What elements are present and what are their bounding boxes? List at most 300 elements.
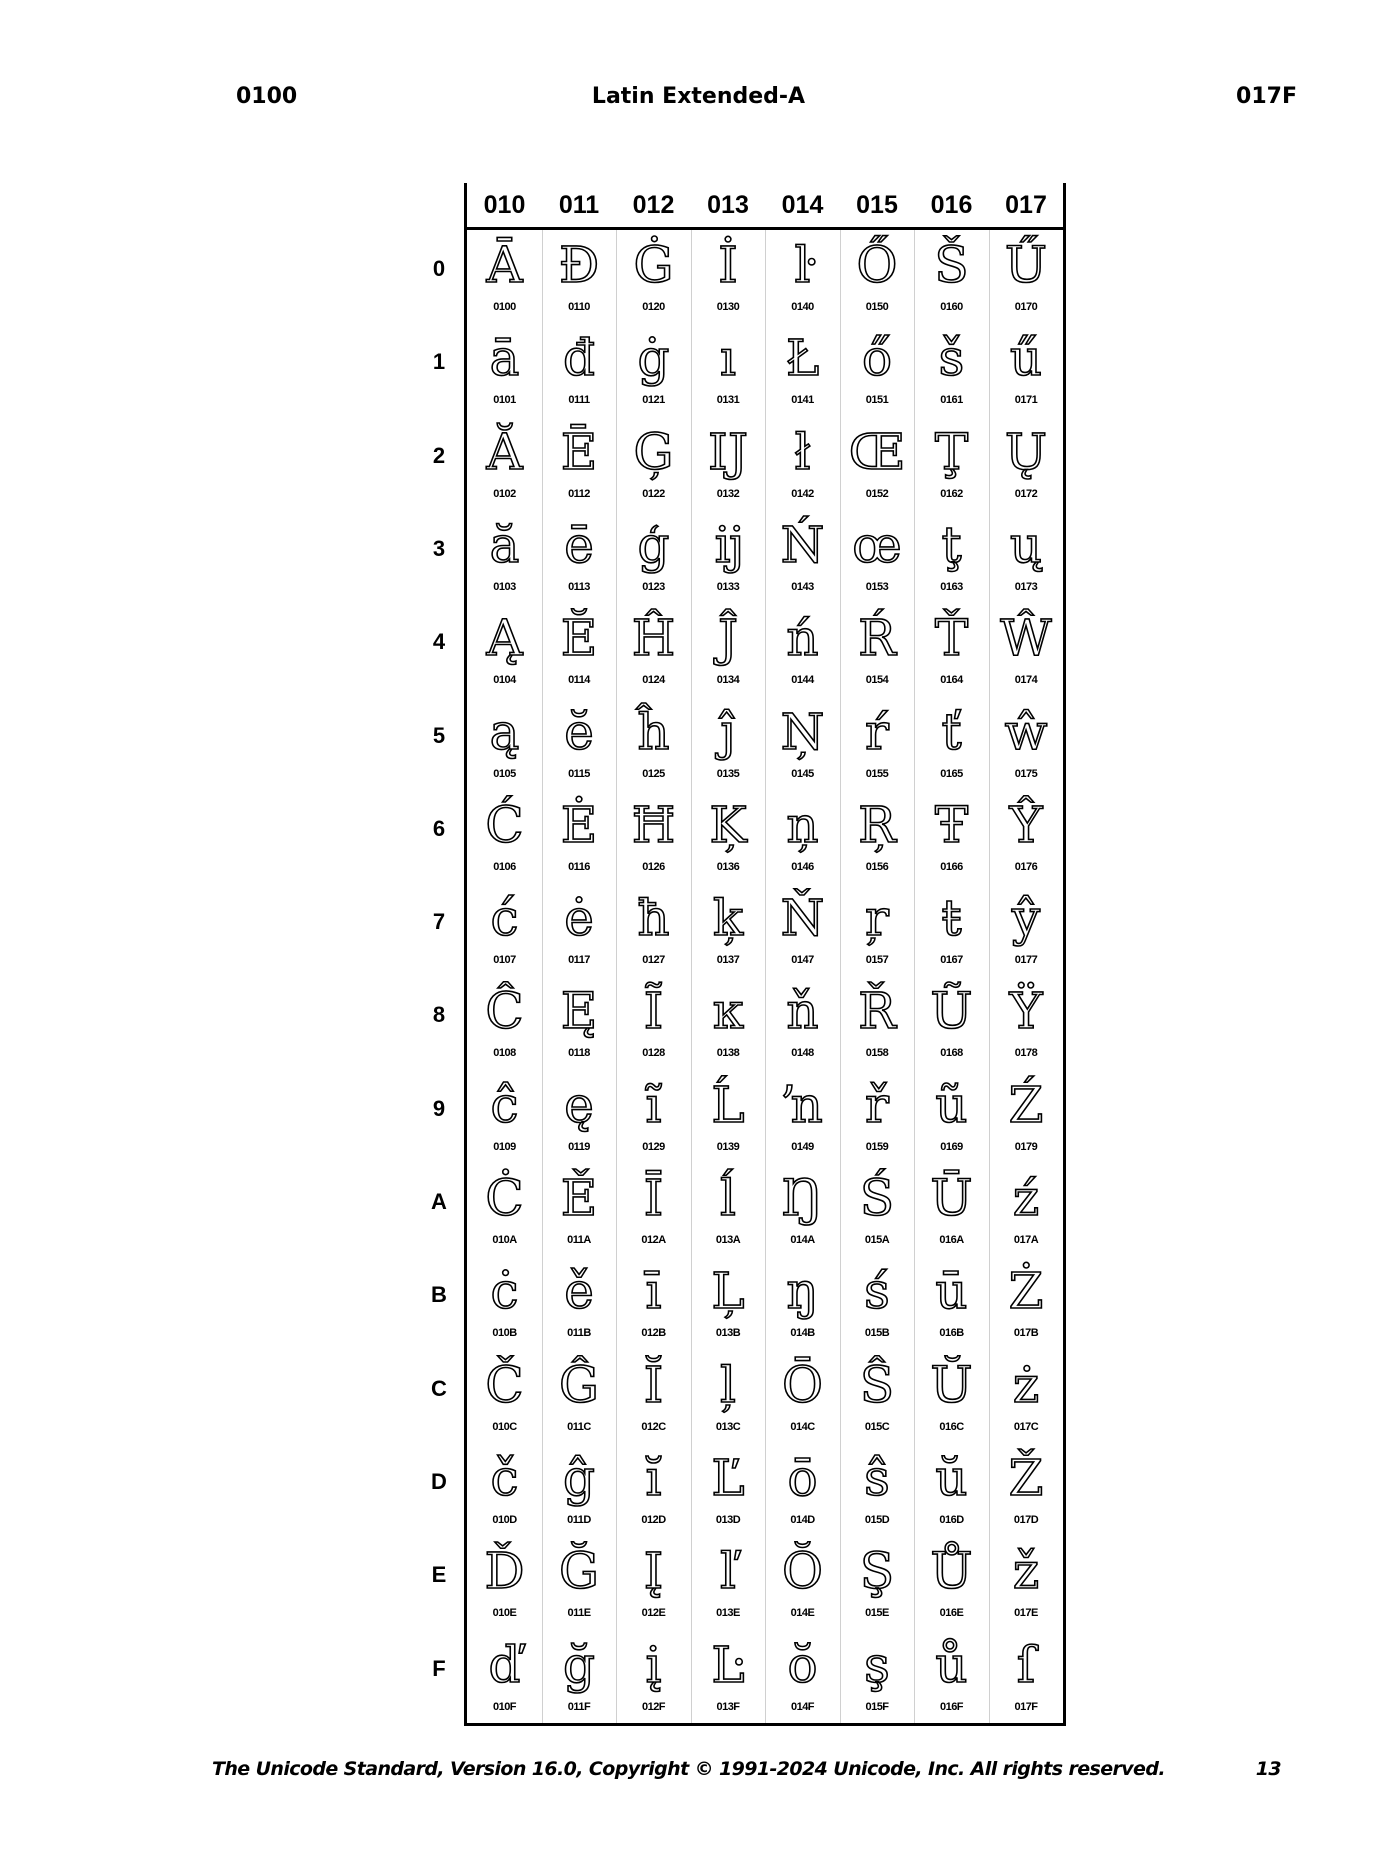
glyph-cell xyxy=(691,1163,766,1256)
column-headers xyxy=(464,183,1066,227)
glyph-character: ŝ xyxy=(864,1448,890,1507)
glyph-cell xyxy=(691,1536,766,1629)
row-label-F: F xyxy=(432,1655,446,1681)
glyph-character: ő xyxy=(861,329,893,388)
code-point-label: 0146 xyxy=(791,860,814,873)
glyph-cell xyxy=(616,697,691,790)
code-point-label: 0102 xyxy=(493,487,516,500)
glyph-cell xyxy=(765,1350,840,1443)
glyph-character: Ő xyxy=(856,236,898,294)
glyph-cell xyxy=(691,230,766,323)
glyph-character: ŕ xyxy=(865,702,889,761)
glyph-character: Ř xyxy=(858,982,896,1041)
glyph-cell xyxy=(989,1443,1064,1536)
code-point-label: 0144 xyxy=(791,674,814,687)
glyph-cell xyxy=(989,230,1064,323)
glyph-cell xyxy=(840,417,915,510)
glyph-cell xyxy=(691,697,766,790)
column-header-013: 013 xyxy=(707,191,749,219)
glyph-cell xyxy=(542,323,617,416)
glyph-character: Ū xyxy=(930,1169,973,1227)
row-label-1: 1 xyxy=(432,349,446,375)
row-label-3: 3 xyxy=(432,535,446,561)
glyph-cell xyxy=(467,1256,542,1349)
glyph-cell xyxy=(542,603,617,696)
glyph-character: ā xyxy=(489,329,520,388)
code-point-label: 0172 xyxy=(1014,487,1038,500)
code-point-label: 0169 xyxy=(940,1140,963,1153)
glyph-cell xyxy=(914,417,989,510)
code-point-label: 016E xyxy=(939,1607,964,1620)
code-point-label: 0162 xyxy=(940,487,963,500)
code-point-label: 015B xyxy=(864,1327,890,1340)
code-point-label: 016C xyxy=(939,1420,964,1433)
glyph-character: Ġ xyxy=(633,236,674,294)
glyph-character: š xyxy=(938,329,965,388)
glyph-character: ś xyxy=(864,1262,890,1321)
column-header-012: 012 xyxy=(632,191,675,219)
code-point-label: 013C xyxy=(715,1420,741,1433)
glyph-character: Ŕ xyxy=(858,609,896,668)
glyph-character: ĝ xyxy=(562,1448,595,1507)
glyph-cell xyxy=(542,883,617,976)
glyph-cell xyxy=(989,1536,1064,1629)
glyph-cell xyxy=(691,1070,766,1163)
glyph-cell xyxy=(989,1070,1064,1163)
glyph-cell xyxy=(914,323,989,416)
glyph-cell xyxy=(765,1070,840,1163)
glyph-cell xyxy=(542,1163,617,1256)
glyph-character: Ń xyxy=(780,515,825,574)
glyph-cell xyxy=(765,697,840,790)
glyph-character: Ď xyxy=(484,1542,525,1601)
code-point-label: 0111 xyxy=(568,394,590,407)
glyph-character: Ę xyxy=(560,982,598,1041)
glyph-character: Ŋ xyxy=(781,1169,824,1227)
glyph-cell xyxy=(989,323,1064,416)
glyph-cell xyxy=(691,603,766,696)
glyph-cell xyxy=(467,1070,542,1163)
glyph-cell xyxy=(467,510,542,603)
glyph-character: Œ xyxy=(848,422,906,481)
code-point-label: 0157 xyxy=(865,954,889,967)
code-point-label: 0149 xyxy=(791,1140,814,1153)
code-point-label: 0142 xyxy=(791,487,814,500)
code-point-label: 015D xyxy=(864,1513,890,1526)
code-point-label: 014C xyxy=(790,1420,815,1433)
glyph-cell xyxy=(616,510,691,603)
glyph-cell xyxy=(467,697,542,790)
code-point-label: 0104 xyxy=(493,674,516,687)
glyph-character: Ľ xyxy=(711,1448,745,1507)
code-point-label: 0158 xyxy=(865,1047,889,1060)
glyph-character: Ĕ xyxy=(560,609,598,668)
glyph-character: ĥ xyxy=(637,702,670,761)
glyph-character: ŀ xyxy=(794,236,811,294)
code-point-label: 0132 xyxy=(716,487,740,500)
glyph-character: ů xyxy=(935,1635,968,1694)
glyph-character: ě xyxy=(564,1262,594,1321)
code-point-label: 017F xyxy=(1014,1700,1038,1713)
glyph-cell xyxy=(616,1443,691,1536)
glyph-character: Ā xyxy=(486,236,523,294)
glyph-cell xyxy=(840,976,915,1069)
glyph-cell xyxy=(914,1350,989,1443)
row-label-5: 5 xyxy=(432,722,446,748)
glyph-character: œ xyxy=(852,515,902,574)
glyph-character: Ų xyxy=(1004,422,1048,481)
glyph-character: Ũ xyxy=(930,982,973,1041)
code-point-label: 011E xyxy=(567,1607,591,1620)
code-point-label: 0116 xyxy=(568,860,590,873)
glyph-cell xyxy=(989,417,1064,510)
glyph-character: Ů xyxy=(930,1542,973,1601)
glyph-cell xyxy=(840,323,915,416)
glyph-character: Ŭ xyxy=(930,1355,973,1414)
code-point-label: 011A xyxy=(567,1234,591,1246)
code-point-label: 010F xyxy=(492,1700,517,1713)
glyph-character: Ŵ xyxy=(1000,609,1052,668)
column-header-014: 014 xyxy=(781,191,824,219)
glyph-cell xyxy=(765,790,840,883)
glyph-cell xyxy=(467,323,542,416)
code-point-label: 0148 xyxy=(791,1047,814,1060)
glyph-cell xyxy=(914,603,989,696)
code-point-label: 0118 xyxy=(568,1047,590,1060)
glyph-character: Đ xyxy=(558,236,600,294)
glyph-character: ĸ xyxy=(712,982,744,1041)
glyph-cell xyxy=(989,790,1064,883)
code-point-label: 011D xyxy=(567,1513,591,1526)
code-point-label: 010C xyxy=(492,1420,517,1433)
glyph-character: Ķ xyxy=(709,795,747,854)
glyph-cell xyxy=(616,1350,691,1443)
glyph-character: ũ xyxy=(935,1075,968,1134)
code-point-label: 0112 xyxy=(568,487,590,500)
glyph-character: ŋ xyxy=(786,1262,819,1321)
glyph-cell xyxy=(914,1256,989,1349)
glyph-cell xyxy=(765,1536,840,1629)
code-point-label: 0101 xyxy=(493,394,516,407)
glyph-character: ĳ xyxy=(714,515,742,574)
glyph-character: ľ xyxy=(720,1542,736,1601)
glyph-cell xyxy=(691,976,766,1069)
glyph-character: ū xyxy=(935,1262,968,1321)
glyph-character: ġ xyxy=(637,329,670,388)
glyph-character: Ŗ xyxy=(858,795,896,854)
code-point-label: 012C xyxy=(641,1420,666,1433)
glyph-character: Ł xyxy=(785,329,820,388)
glyph-cell xyxy=(840,603,915,696)
row-label-2: 2 xyxy=(432,442,446,468)
glyph-character: Ż xyxy=(1008,1262,1044,1321)
code-point-label: 010E xyxy=(492,1607,517,1620)
glyph-character: Ŏ xyxy=(782,1542,823,1601)
code-point-label: 0177 xyxy=(1014,954,1038,967)
glyph-character: ĩ xyxy=(645,1075,662,1134)
glyph-character: ı xyxy=(720,329,736,388)
code-point-label: 017A xyxy=(1013,1234,1039,1246)
code-point-label: 015C xyxy=(864,1420,890,1433)
code-point-label: 0176 xyxy=(1014,860,1038,873)
glyph-character: Ą xyxy=(486,609,523,668)
code-point-label: 0173 xyxy=(1014,580,1038,593)
code-point-label: 0103 xyxy=(493,580,516,593)
glyph-cell xyxy=(467,883,542,976)
code-point-label: 0161 xyxy=(940,394,963,407)
code-point-label: 012B xyxy=(641,1327,666,1340)
glyph-cell xyxy=(840,1443,915,1536)
glyph-cell xyxy=(914,1536,989,1629)
glyph-character: ĵ xyxy=(720,702,736,761)
glyph-character: Ĉ xyxy=(485,982,524,1041)
code-point-label: 0154 xyxy=(865,674,889,687)
glyph-cell xyxy=(840,1630,915,1723)
glyph-character: ţ xyxy=(941,515,962,574)
glyph-cell xyxy=(765,603,840,696)
glyph-cell xyxy=(616,230,691,323)
glyph-character: Ź xyxy=(1008,1075,1044,1134)
code-point-label: 017B xyxy=(1013,1327,1039,1340)
glyph-character: Ţ xyxy=(934,422,969,481)
row-label-C: C xyxy=(431,1375,447,1401)
glyph-cell xyxy=(691,790,766,883)
row-label-8: 8 xyxy=(432,1002,446,1028)
glyph-cell xyxy=(765,976,840,1069)
glyph-cell xyxy=(467,230,542,323)
glyph-character: Ĝ xyxy=(559,1355,599,1414)
glyph-cell xyxy=(765,1443,840,1536)
glyph-cell xyxy=(467,790,542,883)
code-point-label: 0152 xyxy=(865,487,889,500)
glyph-cell xyxy=(467,1350,542,1443)
glyph-character: Ĺ xyxy=(711,1075,745,1134)
glyph-cell xyxy=(840,883,915,976)
code-point-label: 0137 xyxy=(716,954,740,967)
code-point-label: 0163 xyxy=(940,580,963,593)
glyph-character: ď xyxy=(488,1635,521,1694)
glyph-character: ċ xyxy=(490,1262,519,1321)
glyph-character: Ŝ xyxy=(859,1355,895,1414)
glyph-character: Ō xyxy=(782,1355,823,1414)
column-header-015: 015 xyxy=(856,191,898,219)
glyph-cell xyxy=(989,1256,1064,1349)
glyph-character: Ĩ xyxy=(643,982,664,1041)
glyph-character: ņ xyxy=(786,795,819,854)
glyph-cell xyxy=(765,883,840,976)
code-point-label: 0171 xyxy=(1014,394,1038,407)
glyph-character: ō xyxy=(787,1448,818,1507)
glyph-character: Ĥ xyxy=(631,609,676,668)
code-point-label: 013A xyxy=(715,1234,741,1246)
code-point-label: 0100 xyxy=(493,301,516,313)
glyph-character: ź xyxy=(1012,1169,1040,1227)
code-point-label: 0136 xyxy=(716,860,740,873)
glyph-cell xyxy=(616,976,691,1069)
glyph-cell xyxy=(840,697,915,790)
range-end-label: 017F xyxy=(1236,84,1297,109)
code-chart xyxy=(431,183,1066,1726)
glyph-cell xyxy=(840,1350,915,1443)
copyright-footer: The Unicode Standard, Version 16.0, Copyright © 1991-2024 Unicode, Inc. All rights reserved. xyxy=(212,1758,1165,1780)
glyph-cell xyxy=(542,1070,617,1163)
code-point-label: 0108 xyxy=(493,1047,516,1060)
glyph-character: ž xyxy=(1012,1542,1040,1601)
code-point-label: 0139 xyxy=(716,1140,740,1153)
glyph-cell xyxy=(616,417,691,510)
glyph-character: ģ xyxy=(637,515,670,574)
glyph-cell xyxy=(989,1630,1064,1723)
code-point-label: 0117 xyxy=(568,954,590,967)
glyph-cell xyxy=(616,603,691,696)
code-point-label: 0175 xyxy=(1014,767,1038,780)
glyph-character: ű xyxy=(1009,329,1043,388)
code-point-label: 0128 xyxy=(642,1047,665,1060)
glyph-cell xyxy=(542,1630,617,1723)
row-label-0: 0 xyxy=(432,256,446,281)
glyph-cell xyxy=(542,230,617,323)
glyph-cell xyxy=(616,790,691,883)
code-point-label: 0166 xyxy=(940,860,963,873)
code-point-label: 0151 xyxy=(865,394,889,407)
glyph-cell xyxy=(467,1163,542,1256)
code-point-label: 0165 xyxy=(940,767,963,780)
glyph-character: ŧ xyxy=(941,889,962,948)
glyph-cell xyxy=(542,1443,617,1536)
glyph-cell xyxy=(467,603,542,696)
glyph-cell xyxy=(989,510,1064,603)
glyph-character: į xyxy=(645,1635,662,1694)
glyph-character: Ĭ xyxy=(643,1355,664,1414)
glyph-character: Ś xyxy=(859,1169,895,1227)
code-point-label: 0107 xyxy=(493,954,516,967)
code-point-label: 0109 xyxy=(493,1140,516,1153)
glyph-cell xyxy=(765,1163,840,1256)
column-header-010: 010 xyxy=(483,191,526,219)
code-point-label: 0115 xyxy=(568,767,590,780)
glyph-character: ĉ xyxy=(490,1075,519,1134)
code-point-label: 0135 xyxy=(716,767,740,780)
code-point-label: 0147 xyxy=(791,954,814,967)
glyph-character: ŷ xyxy=(1011,889,1041,948)
glyph-cell xyxy=(840,230,915,323)
code-point-label: 016B xyxy=(939,1327,964,1340)
glyph-cell xyxy=(840,510,915,603)
code-point-label: 0141 xyxy=(791,394,814,407)
glyph-character: ż xyxy=(1012,1355,1040,1414)
code-point-label: 012F xyxy=(641,1700,666,1713)
glyph-character: ł xyxy=(794,422,811,481)
glyph-cell xyxy=(914,1163,989,1256)
code-point-label: 0123 xyxy=(642,580,665,593)
glyph-cell xyxy=(914,976,989,1069)
code-point-label: 0143 xyxy=(791,580,814,593)
glyph-character: Ž xyxy=(1008,1448,1044,1507)
row-label-4: 4 xyxy=(432,629,446,655)
code-point-label: 0145 xyxy=(791,767,814,780)
page-number: 13 xyxy=(1255,1758,1281,1780)
code-point-label: 0140 xyxy=(791,301,814,313)
glyph-character: Ň xyxy=(780,889,825,948)
glyph-cell xyxy=(765,417,840,510)
code-point-label: 013D xyxy=(715,1513,741,1526)
code-point-label: 0170 xyxy=(1014,301,1038,313)
glyph-character: č xyxy=(490,1448,519,1507)
code-point-label: 0105 xyxy=(493,767,516,780)
code-point-label: 0156 xyxy=(865,860,889,873)
code-point-label: 010A xyxy=(492,1234,517,1246)
range-start-label: 0100 xyxy=(236,84,298,109)
code-point-label: 0164 xyxy=(940,674,963,687)
glyph-cell xyxy=(616,883,691,976)
glyph-cell xyxy=(765,1630,840,1723)
glyph-cell xyxy=(542,790,617,883)
code-point-label: 014B xyxy=(790,1327,815,1340)
code-point-label: 014F xyxy=(790,1700,815,1713)
glyph-cell xyxy=(765,323,840,416)
glyph-cell xyxy=(914,883,989,976)
glyph-cell xyxy=(467,976,542,1069)
code-point-label: 0167 xyxy=(940,954,963,967)
glyph-character: Ē xyxy=(560,422,598,481)
glyph-cell xyxy=(765,1256,840,1349)
code-point-label: 0121 xyxy=(642,394,665,407)
glyph-cell xyxy=(691,1443,766,1536)
glyph-character: ń xyxy=(786,609,819,668)
code-point-label: 0178 xyxy=(1014,1047,1038,1060)
glyph-character: ļ xyxy=(720,1355,736,1414)
code-point-label: 013F xyxy=(716,1700,740,1713)
code-point-label: 0122 xyxy=(642,487,665,500)
glyph-character: ĭ xyxy=(645,1448,662,1507)
code-point-label: 014E xyxy=(790,1607,815,1620)
code-point-label: 015F xyxy=(865,1700,889,1713)
glyph-cell xyxy=(616,1163,691,1256)
glyph-character: ŗ xyxy=(865,889,889,948)
glyph-cell xyxy=(989,1163,1064,1256)
glyph-character: Ņ xyxy=(780,702,825,761)
row-label-D: D xyxy=(431,1468,447,1494)
code-point-label: 0124 xyxy=(642,674,665,687)
glyph-character: ę xyxy=(564,1075,594,1134)
column-header-016: 016 xyxy=(930,191,973,219)
code-point-label: 0134 xyxy=(716,674,740,687)
code-point-label: 017D xyxy=(1013,1513,1039,1526)
glyph-cell xyxy=(542,417,617,510)
glyph-cell xyxy=(542,510,617,603)
glyph-character: Ű xyxy=(1004,236,1048,294)
glyph-character: Č xyxy=(485,1355,524,1414)
glyph-cell xyxy=(691,1350,766,1443)
code-point-label: 0126 xyxy=(642,860,665,873)
code-point-label: 016D xyxy=(939,1513,964,1526)
glyph-cell xyxy=(840,790,915,883)
code-point-label: 010B xyxy=(492,1327,517,1340)
code-point-label: 0131 xyxy=(716,394,740,407)
code-point-label: 0106 xyxy=(493,860,516,873)
glyph-cell xyxy=(542,697,617,790)
code-point-label: 0127 xyxy=(642,954,665,967)
row-label-B: B xyxy=(431,1282,447,1308)
glyph-character: Ī xyxy=(643,1169,664,1227)
code-point-label: 0160 xyxy=(940,301,963,313)
code-point-label: 015E xyxy=(865,1607,889,1620)
glyph-cell xyxy=(691,1630,766,1723)
glyph-character: ť xyxy=(941,702,962,761)
glyph-cell xyxy=(765,230,840,323)
glyph-cell xyxy=(691,323,766,416)
glyph-cell xyxy=(616,323,691,416)
